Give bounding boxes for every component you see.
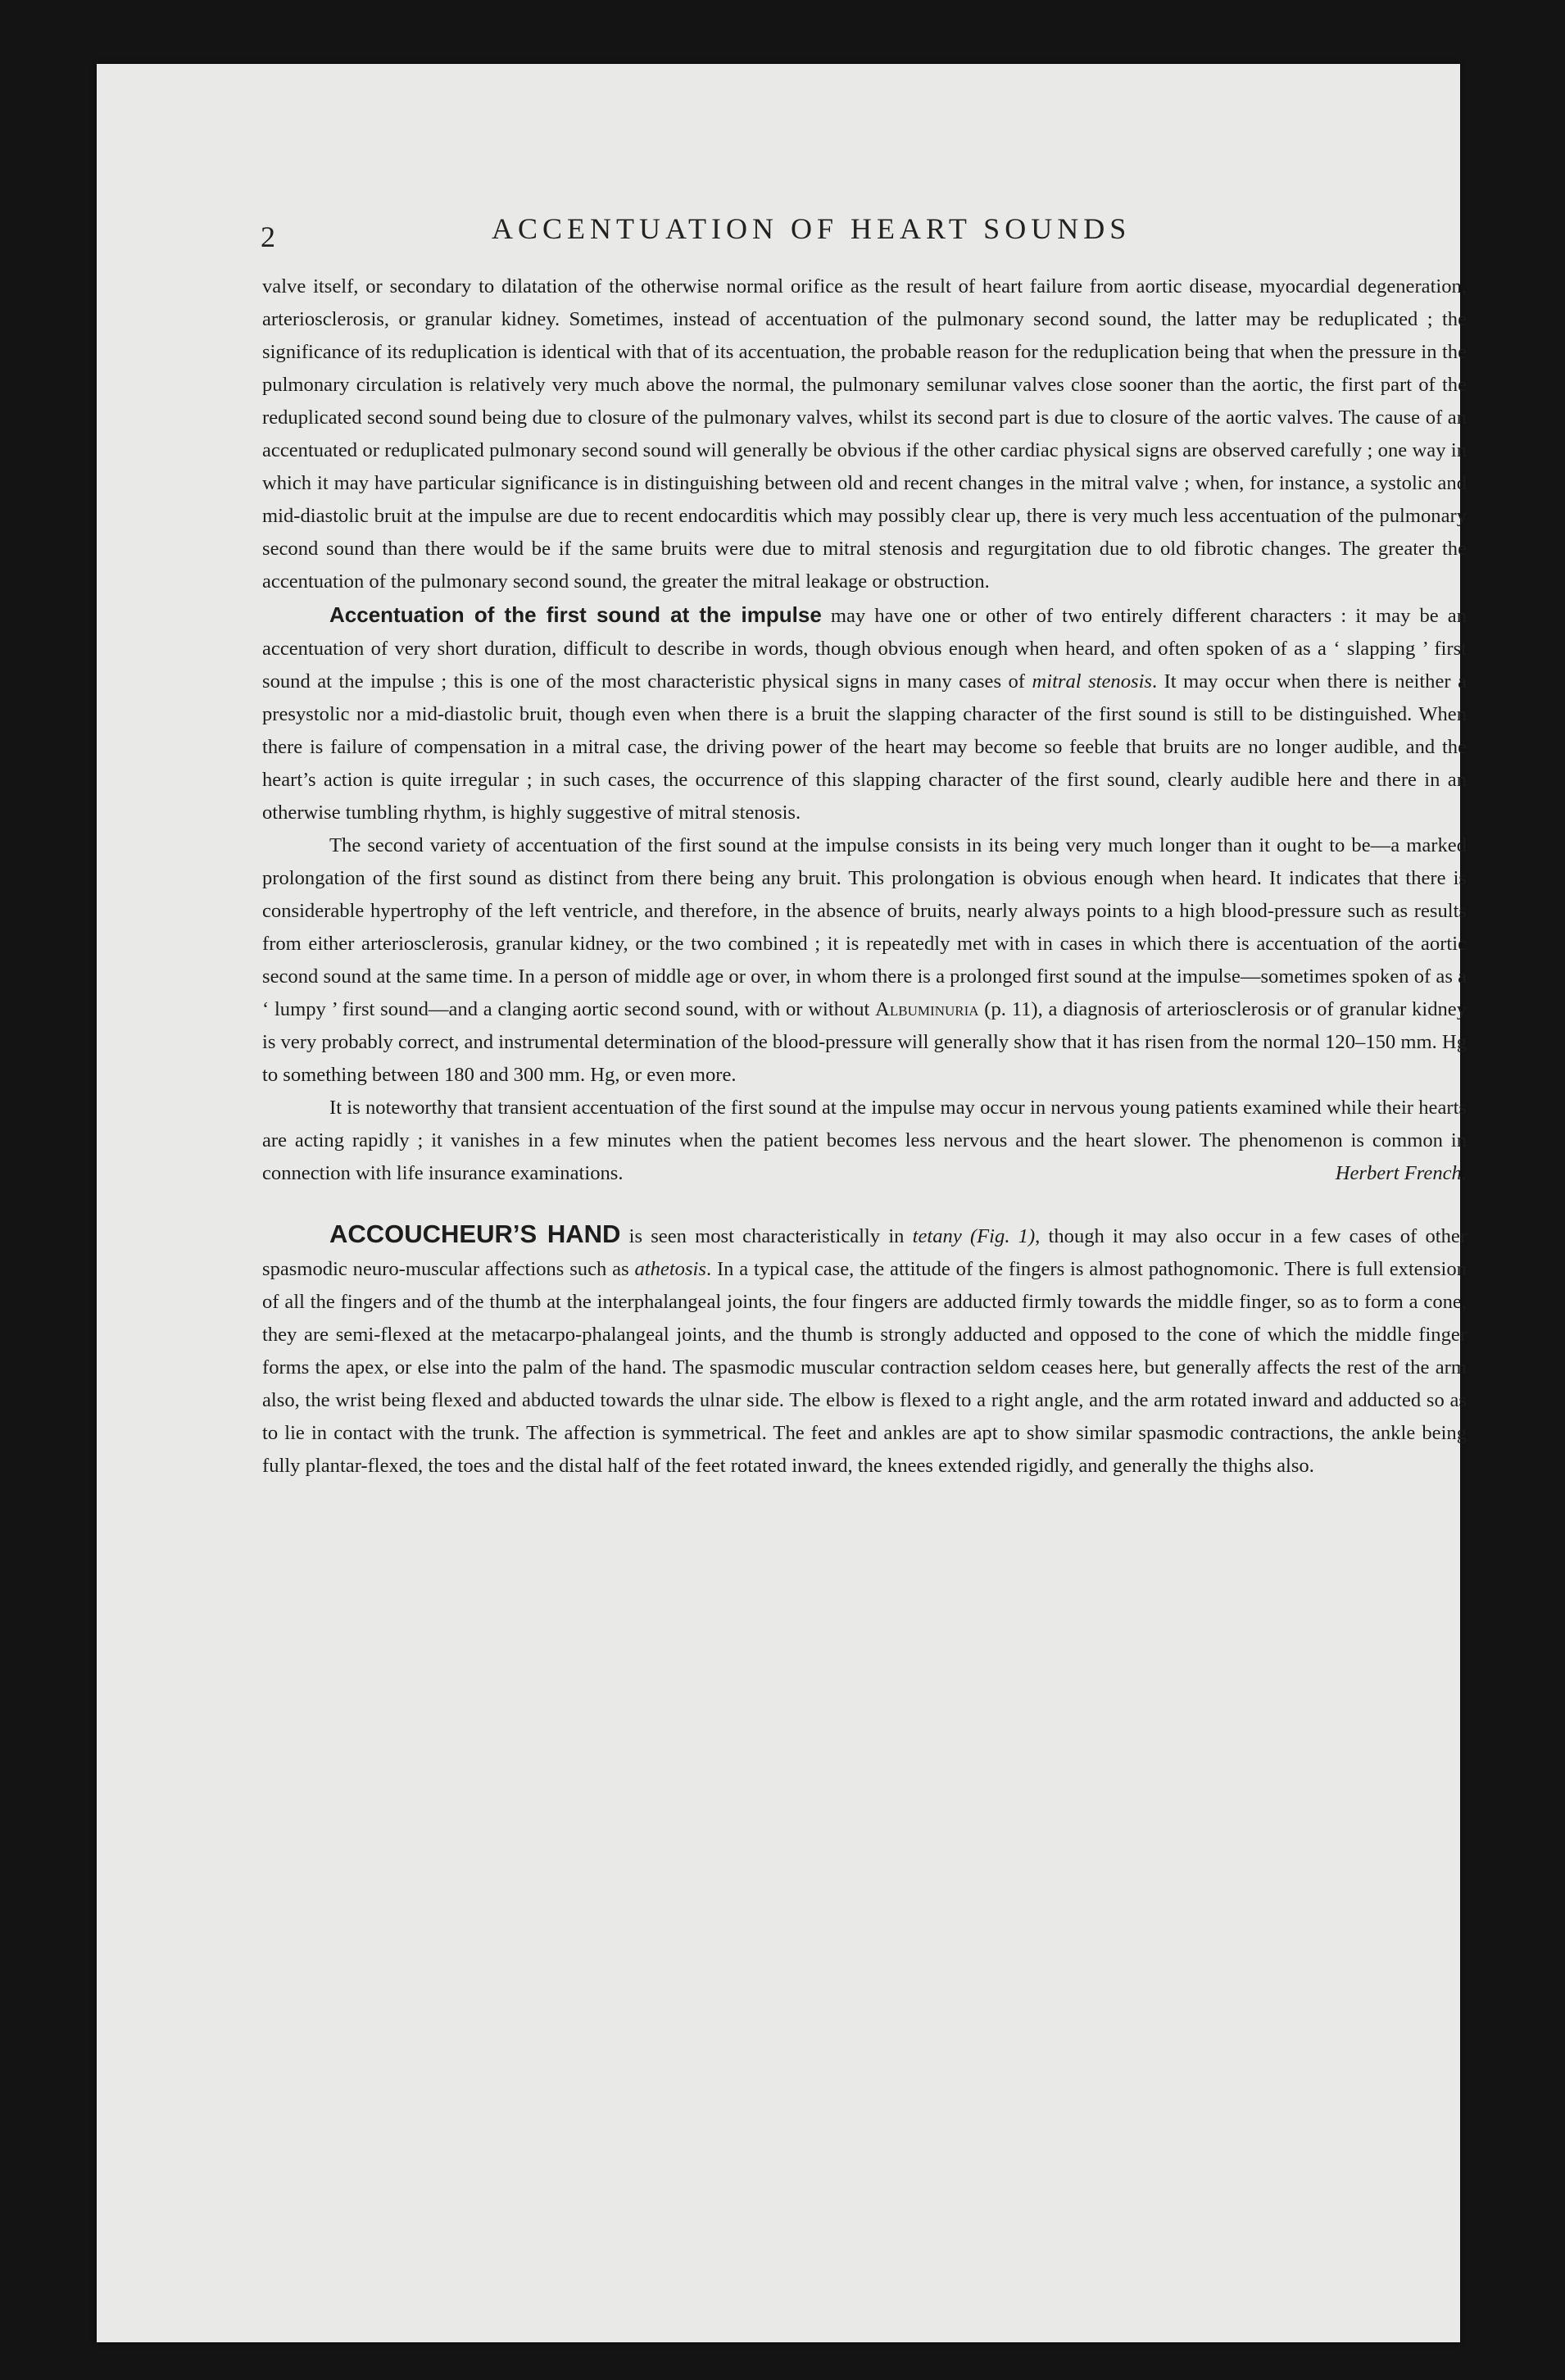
text-segment: The second variety of accentuation of the first sound at the impulse consists in its being very much longer than it ought to be—a marked prolongation of the first sound as distinct from there being any bruit. This prolongation is obvious enough when heard. It indicates that there is considerable hypertrophy of the left ventricle, and therefore, in the absence of bruits, nearly always points to a high blood-pressure such as results from either arteriosclerosis, granular kidney, or the two combined ; it is repeatedly met with in cases in which there is accentuation of the aortic second sound at the same time. In a person of middle age or over, in whom there is a prolonged first sound at the impulse—sometimes spoken of as a ‘ lumpy ’ first sound—and a clanging aortic second sound, with or without — [262, 834, 1467, 1020]
cross-reference-albuminuria: Albuminuria — [875, 998, 979, 1020]
text-segment: , though it may also occur in a few cases of other spasmodic neuro-muscular affections such as — [262, 1225, 1467, 1280]
author-signature: Herbert French. — [1335, 1162, 1467, 1184]
text-segment: . In a typical case, the attitude of the fingers is almost pathognomonic. There is full extension of all the fingers and of the thumb at the interphalangeal joints, the four fingers are adducted firmly towards the middle finger, so as to form a cone, they are semi-flexed at the metacarpo-phalangeal joints, and the thumb is strongly adducted and opposed to the cone of which the middle finger forms the apex, or else into the palm of the hand. The spasmodic muscular contraction seldom ceases here, but generally affects the rest of the arm also, the wrist being flexed and abducted towards the ulnar side. The elbow is flexed to a right angle, and the arm rotated inward and adducted so as to lie in contact with the trunk. The affection is symmetrical. The feet and ankles are apt to show similar spasmodic contractions, the ankle being fully plantar-flexed, the toes and the distal half of the feet rotated inward, the knees extended rigidly, and generally the thighs also. — [262, 1258, 1467, 1477]
text-segment: (p. 11), a diagnosis of arteriosclerosis or of granular kidney is very probably correct, and instrumental determination of the blood-pressure will generally show that it has risen from the normal 120–150 mm. Hg to something between 180 and 300 mm. Hg, or even more. — [262, 998, 1467, 1086]
paragraph-second-variety — [262, 829, 1467, 1092]
section-heading-first-sound: Accentuation of the first sound at the impulse — [329, 602, 822, 627]
running-head: ACCENTUATION OF HEART SOUNDS — [492, 212, 1132, 245]
italic-term-mitral-stenosis: mitral stenosis — [1032, 670, 1152, 693]
paragraph-accoucheurs-hand — [262, 1218, 1467, 1483]
text-segment: is seen most characteristically in — [620, 1225, 913, 1247]
article-heading-accoucheurs-hand: ACCOUCHEUR’S HAND — [329, 1220, 621, 1248]
page-number: 2 — [261, 220, 275, 253]
paragraph-first-sound — [262, 598, 1467, 829]
paragraph-transient-accentuation — [262, 1092, 1467, 1190]
figure-reference: (Fig. 1) — [961, 1225, 1036, 1247]
text-segment: . It may occur when there is neither a presystolic nor a mid-diastolic bruit, though even when there is a bruit the slapping character of the first sound is still to be distinguished. When there is failure of compensation in a mitral case, the driving power of the heart may become so feeble that bruits are no longer audible, and the heart’s action is quite irregular ; in such cases, the occurrence of this slapping character of the first sound, clearly audible here and there in an otherwise tumbling rhythm, is highly suggestive of mitral stenosis. — [262, 670, 1467, 824]
text-segment: It is noteworthy that transient accentuation of the first sound at the impulse may occur in nervous young patients examined while their hearts are acting rapidly ; it vanishes in a few minutes when the patient becomes less nervous and the heart slower. The phenomenon is common in connection with life insurance examinations. — [262, 1097, 1467, 1184]
section-spacer — [262, 1190, 1467, 1218]
body-text — [262, 270, 1467, 1483]
text-segment: may have one or other of two entirely different characters : it may be an accentuation of very short duration, difficult to describe in words, though obvious enough when heard, and often spoken of as a ‘ slapping ’ first sound at the impulse ; this is one of the most characteristic physical signs in many cases of — [262, 605, 1467, 693]
italic-term-tetany: tetany — [912, 1225, 962, 1247]
italic-term-athetosis: athetosis — [634, 1258, 706, 1280]
paragraph-continuation: valve itself, or secondary to dilatation of the otherwise normal orifice as the result of heart failure from aortic disease, myocardial degeneration, arteriosclerosis, or granular kidney. Sometimes, instead of accentuation of the pulmonary second sound, the latter may be reduplicated ; the significance of its reduplication is identical with that of its accentuation, the probable reason for the reduplication being that when the pressure in the pulmonary circulation is relatively very much above the normal, the pulmonary semilunar valves close sooner than the aortic, the first part of the reduplicated second sound being due to closure of the pulmonary valves, whilst its second part is due to closure of the aortic valves. The cause of an accentuated or reduplicated pulmonary second sound will generally be obvious if the other cardiac physical signs are observed carefully ; one way in which it may have particular significance is in distinguishing between old and recent changes in the mitral valve ; when, for instance, a systolic and mid-diastolic bruit at the impulse are due to recent endocarditis which may possibly clear up, there is very much less accentuation of the pulmonary second sound than there would be if the same bruits were due to mitral stenosis and regurgitation due to old fibrotic changes. The greater the accentuation of the pulmonary second sound, the greater the mitral leakage or obstruction. — [262, 275, 1467, 593]
